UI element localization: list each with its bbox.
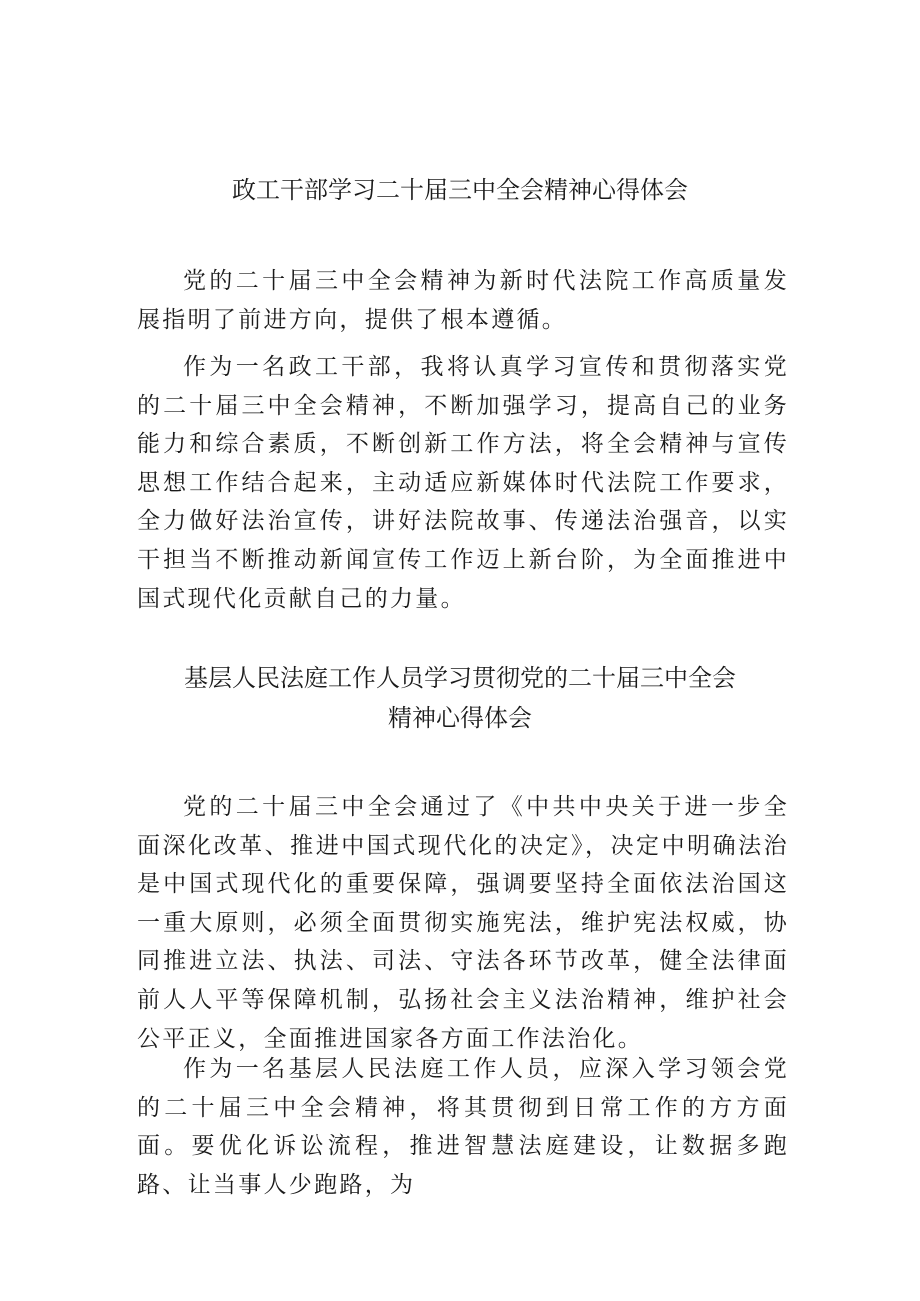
section1-title: 政工干部学习二十届三中全会精神心得体会 [232,176,688,204]
section2-paragraph-2: 作为一名基层人民法庭工作人员，应深入学习领会党的二十届三中全会精神，将其贯彻到日常工作的方方面面。要优化诉讼流程，推进智慧法庭建设，让数据多跑路、让当事人少跑路，为 [137,1056,789,1198]
section2-title [130,658,790,738]
section2-paragraph-1: 党的二十届三中全会通过了《中共中央关于进一步全面深化改革、推进中国式现代化的决定》，决定中明确法治是中国式现代化的重要保障，强调要坚持全面依法治国这一重大原则，必须全面贯彻实施宪法，维护宪法权威，协同推进立法、执法、司法、守法各环节改革，健全法律面前人人平等保障机制，弘扬社会主义法治精神，维护社会公平正义，全面推进国家各方面工作法治化。 [137,794,789,1052]
section2-title-line-2: 精神心得体会 [388,704,532,732]
section2-title-line-1: 基层人民法庭工作人员学习贯彻党的二十届三中全会 [184,664,736,692]
section1-paragraph-2: 作为一名政工干部，我将认真学习宣传和贯彻落实党的二十届三中全会精神，不断加强学习，提高自己的业务能力和综合素质，不断创新工作方法，将全会精神与宣传思想工作结合起来，主动适应新媒体时代法院工作要求，全力做好法治宣传，讲好法院故事、传递法治强音，以实干担当不断推动新闻宣传工作迈上新台阶，为全面推进中国式现代化贡献自己的力量。 [137,354,789,612]
section1-paragraph-1: 党的二十届三中全会精神为新时代法院工作高质量发展指明了前进方向，提供了根本遵循。 [137,268,789,333]
